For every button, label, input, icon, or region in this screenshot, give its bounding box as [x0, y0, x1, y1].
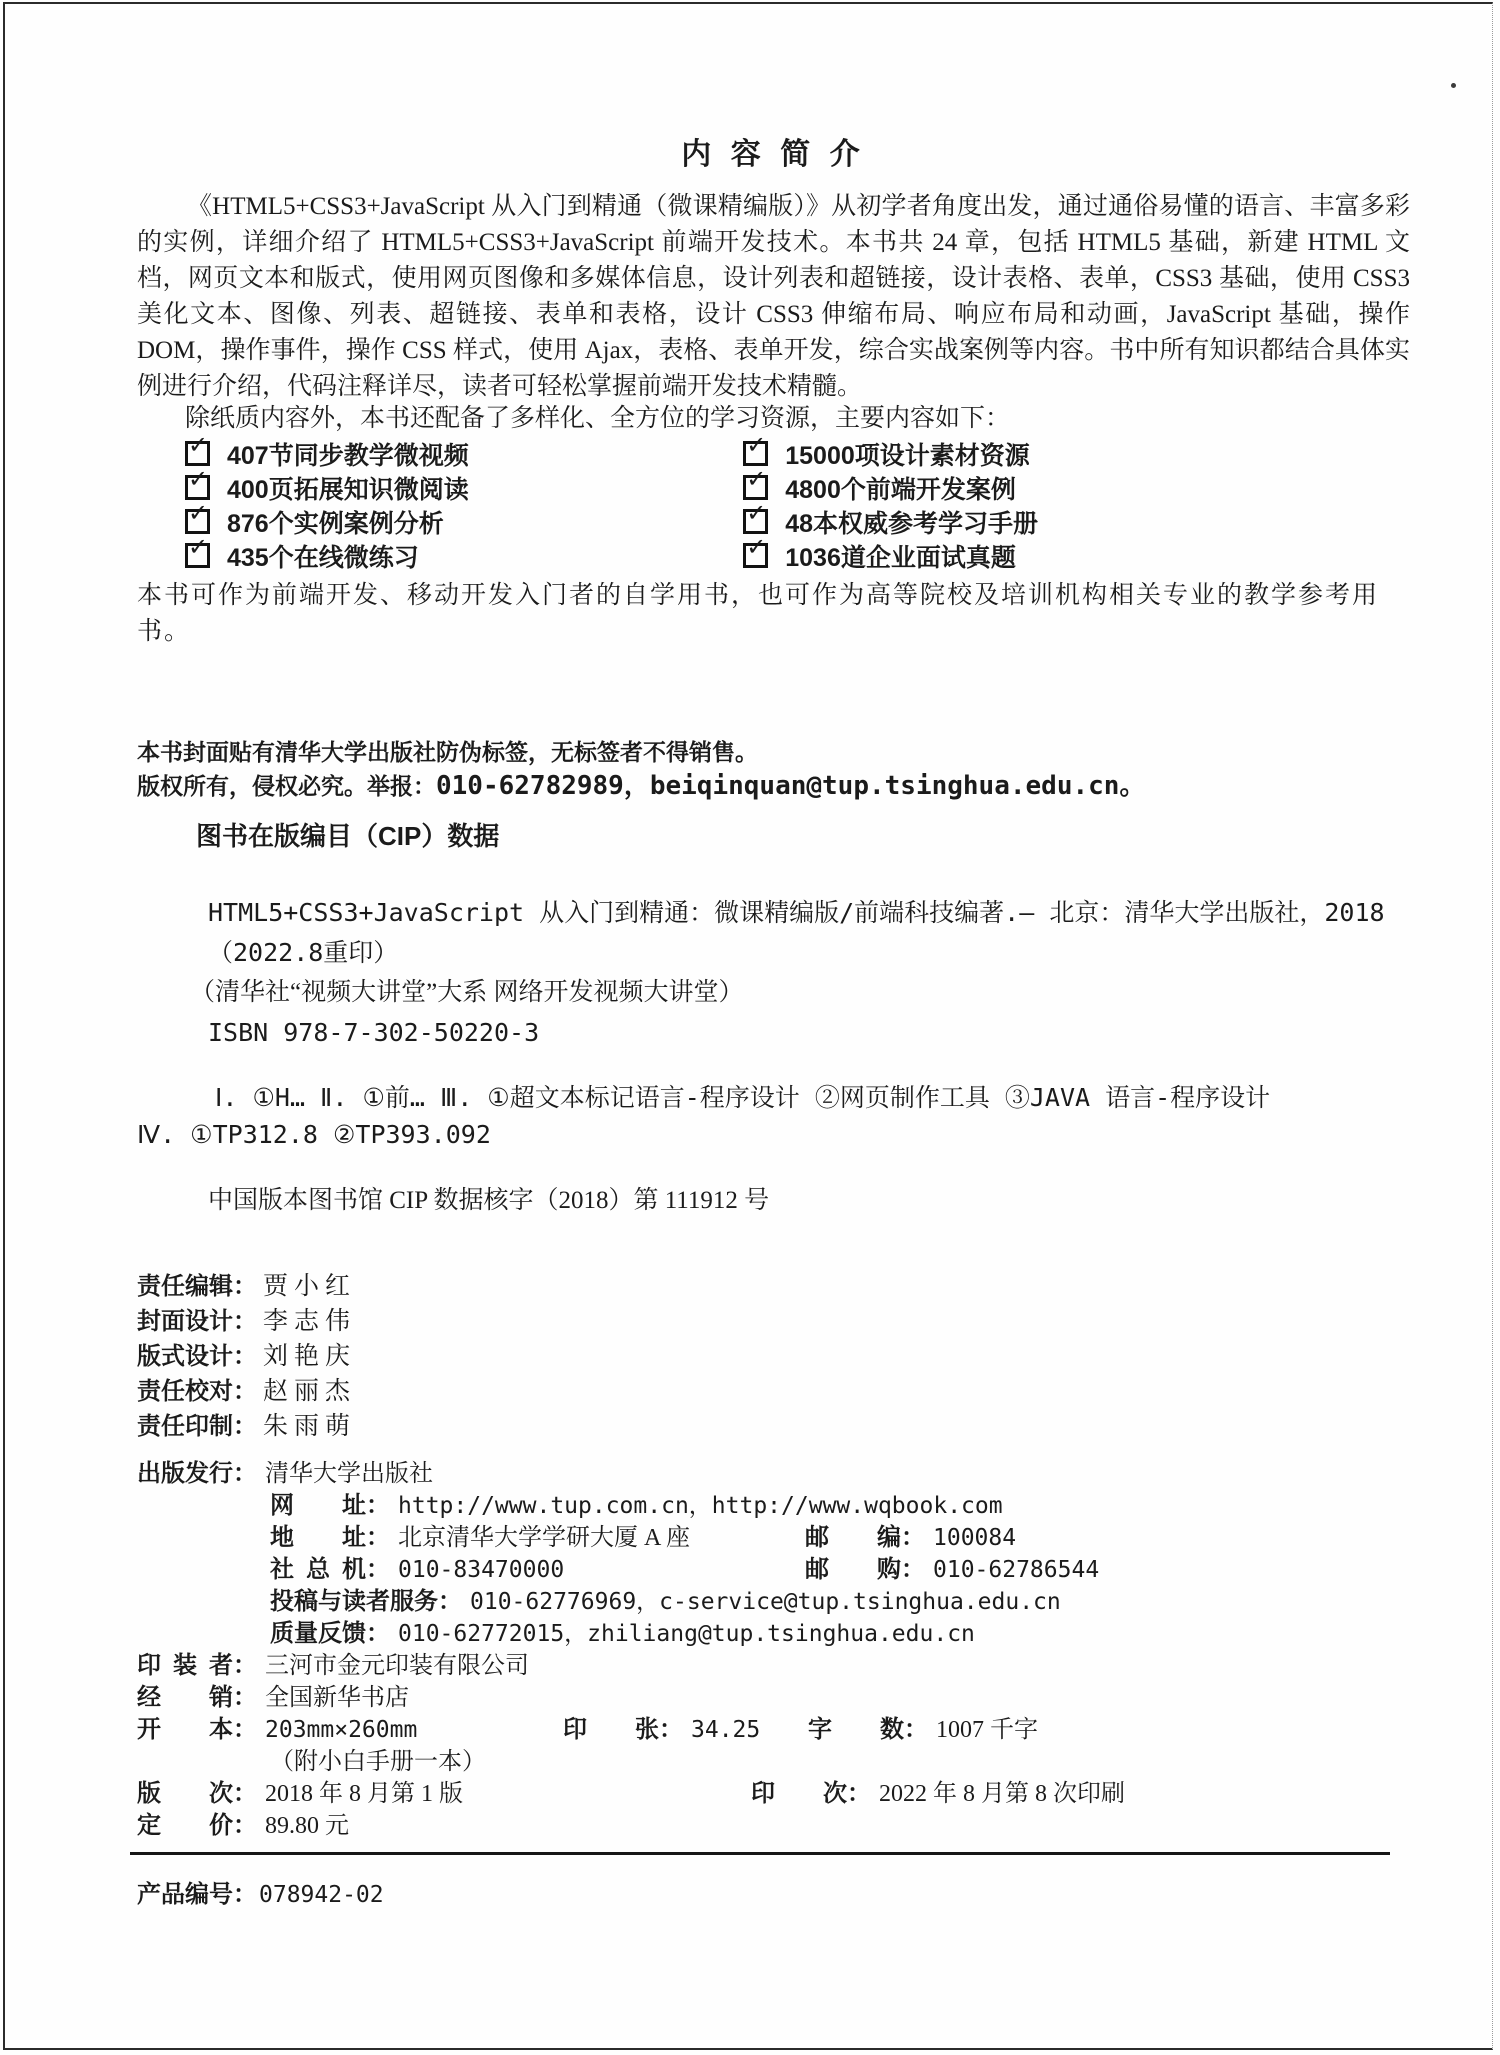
pub-label: 邮购 ： [805, 1554, 901, 1586]
pub-value: 北京清华大学学研大厦 A 座 [398, 1525, 691, 1551]
resource-item-label: 1036道企业面试真题 [785, 544, 1016, 572]
staff-row [137, 1374, 1410, 1409]
pub-value: 三河市金元印装有限公司 [265, 1653, 529, 1679]
staff-label: 责任编辑 ： [137, 1269, 233, 1304]
anti-piracy-line: 本书封面贴有清华大学出版社防伪标签，无标签者不得销售。 [137, 739, 758, 765]
checked-checkbox-icon [743, 500, 768, 534]
pub-row-format [137, 1714, 1410, 1746]
pub-col2 [751, 1778, 1125, 1810]
pub-label: 印装者 ： [137, 1650, 233, 1682]
pub-row-quality-feedback [137, 1618, 1410, 1650]
pub-value: 010-62776969，c-service@tup.tsinghua.edu.cn [470, 1589, 1061, 1615]
pub-row-switchboard [137, 1554, 1410, 1586]
check-mark-icon: ✓ [746, 432, 767, 459]
cip-series-line: （清华社“视频大讲堂”大系 网络开发视频大讲堂） [190, 979, 744, 1006]
pub-value: 2022 年 8 月第 8 次印刷 [879, 1781, 1125, 1807]
resource-item-label: 48本权威参考学习手册 [785, 510, 1039, 538]
pub-label: 投稿与读者服务 ： [270, 1586, 438, 1618]
pub-col2 [805, 1522, 1016, 1554]
pub-label: 印张 ： [563, 1714, 659, 1746]
pub-row-website [137, 1490, 1410, 1522]
anti-piracy-notice [137, 735, 1410, 803]
pub-col2 [563, 1714, 760, 1746]
pub-label: 社总机 ： [270, 1554, 366, 1586]
product-number-row [137, 1877, 1410, 1913]
isbn-line: ISBN 978-7-302-50220-3 [208, 1018, 540, 1047]
pub-value: 203mm×260mm [265, 1717, 418, 1743]
staff-label: 责任校对 ： [137, 1374, 233, 1409]
staff-name: 贾小红 [263, 1273, 357, 1300]
pub-label: 字数 ： [808, 1714, 904, 1746]
staff-row [137, 1409, 1410, 1444]
pub-value: 100084 [933, 1525, 1017, 1551]
pub-col2 [805, 1554, 1099, 1586]
staff-name: 朱雨萌 [263, 1413, 357, 1440]
check-mark-icon: ✓ [188, 466, 209, 493]
pub-label: 定价 ： [137, 1810, 233, 1842]
resource-item-label: 15000项设计素材资源 [785, 442, 1030, 470]
checklist-cell [185, 432, 737, 474]
checked-checkbox-icon [185, 534, 210, 568]
pub-row-publisher [137, 1458, 1410, 1490]
cip-entry-line: HTML5+CSS3+JavaScript 从入门到精通：微课精编版/前端科技编著.— 北京：清华大学出版社，2018（2022.8重印） [208, 898, 1385, 967]
publisher-url: http://www.tup.com.cn，http://www.wqbook.com [398, 1493, 1003, 1519]
checked-checkbox-icon [185, 432, 210, 466]
cip-classification-line: Ⅳ. ①TP312.8 ②TP393.092 [137, 1120, 491, 1149]
checked-checkbox-icon [185, 466, 210, 500]
page-content [137, 137, 1410, 1913]
pub-label: 经销 ： [137, 1682, 233, 1714]
pub-value: 89.80 元 [265, 1813, 349, 1839]
pub-value: 010-62786544 [933, 1557, 1100, 1583]
checklist-cell [743, 534, 1016, 572]
format-note: （附小白手册一本） [270, 1749, 486, 1775]
checklist-cell [185, 500, 737, 542]
pub-row-format-note [137, 1746, 1410, 1778]
audience-note: 本书可作为前端开发、移动开发入门者的自学用书，也可作为高等院校及培训机构相关专业的教学参考用书。 [137, 582, 1380, 645]
check-mark-icon: ✓ [188, 432, 209, 459]
pub-label: 出版发行 ： [137, 1458, 233, 1490]
intro-paragraph: 《HTML5+CSS3+JavaScript 从入门到精通（微课精编版）》从初学者角度出发，通过通俗易懂的语言、丰富多彩的实例，详细介绍了 HTML5+CSS3+JavaScript 前端开发技术。本书共 24 章，包括 HTML5 基础，新建 HTML 文档，网页文本和版式，使用网页图像和多媒体信息，设计列表和超链接，设计表格、表单，CSS3 基础，使用 CSS3 美化文本、图像、列表、超链接、表单和表格，设计 CSS3 伸缩布局、响应布局和动画，JavaScript 基础，操作 DOM，操作事件，操作 CSS 样式，使用 Ajax，表格、表单开发，综合实战案例等内容。书中所有知识都结合具体实例进行介绍，代码注释详尽，读者可轻松掌握前端开发技术精髓。 [137, 193, 1410, 400]
staff-label: 封面设计 ： [137, 1304, 233, 1339]
pub-label: 印次 ： [751, 1778, 847, 1810]
cip-block [137, 893, 1410, 1219]
pub-value: 010-62772015，zhiliang@tup.tsinghua.edu.cn [398, 1621, 975, 1647]
pub-value: 1007 千字 [936, 1717, 1038, 1743]
product-number-value: 078942-02 [259, 1882, 384, 1908]
report-contact: 010-62782989，beiqinquan@tup.tsinghua.edu.cn。 [436, 771, 1146, 801]
check-mark-icon: ✓ [746, 466, 767, 493]
checklist-cell [185, 466, 737, 508]
staff-row [137, 1339, 1410, 1374]
checked-checkbox-icon [743, 432, 768, 466]
resource-item-label: 407节同步教学微视频 [227, 442, 469, 470]
staff-name: 刘艳庆 [263, 1343, 357, 1370]
cip-record-line: 中国版本图书馆 CIP 数据核字（2018）第 111912 号 [208, 1187, 770, 1214]
staff-name: 李志伟 [263, 1308, 357, 1335]
pub-label: 版次 ： [137, 1778, 233, 1810]
resources-intro: 除纸质内容外，本书还配备了多样化、全方位的学习资源，主要内容如下： [185, 405, 1011, 432]
ink-speck [1451, 83, 1456, 88]
staff-label: 责任印制 ： [137, 1409, 233, 1444]
resource-checklist [137, 432, 1410, 575]
pub-label: 开本 ： [137, 1714, 233, 1746]
staff-row [137, 1304, 1410, 1339]
staff-name: 赵丽杰 [263, 1378, 357, 1405]
checked-checkbox-icon [185, 500, 210, 534]
cip-heading: 图书在版编目（CIP）数据 [196, 821, 500, 851]
pub-label: 质量反馈 ： [270, 1618, 366, 1650]
checklist-cell [743, 466, 1016, 504]
staff-label: 版式设计 ： [137, 1339, 233, 1374]
divider-line [130, 1852, 1390, 1855]
product-number-label: 产品编号 ： [137, 1877, 233, 1913]
pub-row-printer [137, 1650, 1410, 1682]
pub-value: 清华大学出版社 [265, 1461, 433, 1487]
checklist-cell [743, 500, 1039, 538]
check-mark-icon: ✓ [188, 500, 209, 527]
checklist-row [185, 500, 1410, 541]
resource-item-label: 4800个前端开发案例 [785, 476, 1016, 504]
pub-row-price [137, 1810, 1410, 1842]
pub-label: 地址 ： [270, 1522, 366, 1554]
pub-row-contrib-service [137, 1586, 1410, 1618]
checklist-cell [185, 534, 737, 576]
pub-row-address [137, 1522, 1410, 1554]
pub-col3 [808, 1714, 1038, 1746]
pub-label: 网址 ： [270, 1490, 366, 1522]
pub-value: 全国新华书店 [265, 1685, 409, 1711]
resource-item-label: 876个实例案例分析 [227, 510, 444, 538]
checklist-row [185, 534, 1410, 575]
checked-checkbox-icon [743, 534, 768, 568]
pub-value: 010-83470000 [398, 1557, 565, 1583]
check-mark-icon: ✓ [188, 534, 209, 561]
pub-label: 邮编 ： [805, 1522, 901, 1554]
pub-value: 34.25 [691, 1717, 761, 1743]
copyright-label: 版权所有，侵权必究。举报： [137, 773, 436, 799]
publication-block [137, 1458, 1410, 1842]
content-summary-title: 内 容 简 介 [681, 138, 866, 171]
resource-item-label: 400页拓展知识微阅读 [227, 476, 469, 504]
pub-value: 2018 年 8 月第 1 版 [265, 1781, 463, 1807]
copyright-line [137, 769, 1410, 803]
staff-row [137, 1269, 1410, 1304]
checklist-row [185, 432, 1410, 473]
pub-row-distributor [137, 1682, 1410, 1714]
check-mark-icon: ✓ [746, 534, 767, 561]
check-mark-icon: ✓ [746, 500, 767, 527]
checklist-cell [743, 432, 1030, 470]
checked-checkbox-icon [743, 466, 768, 500]
pub-row-edition [137, 1778, 1410, 1810]
cip-classification-line: Ⅰ. ①H… Ⅱ. ①前… Ⅲ. ①超文本标记语言-程序设计 ②网页制作工具 ③JAVA 语言-程序设计 [215, 1083, 1271, 1112]
checklist-row [185, 466, 1410, 507]
staff-block [137, 1269, 1410, 1444]
resource-item-label: 435个在线微练习 [227, 544, 419, 572]
